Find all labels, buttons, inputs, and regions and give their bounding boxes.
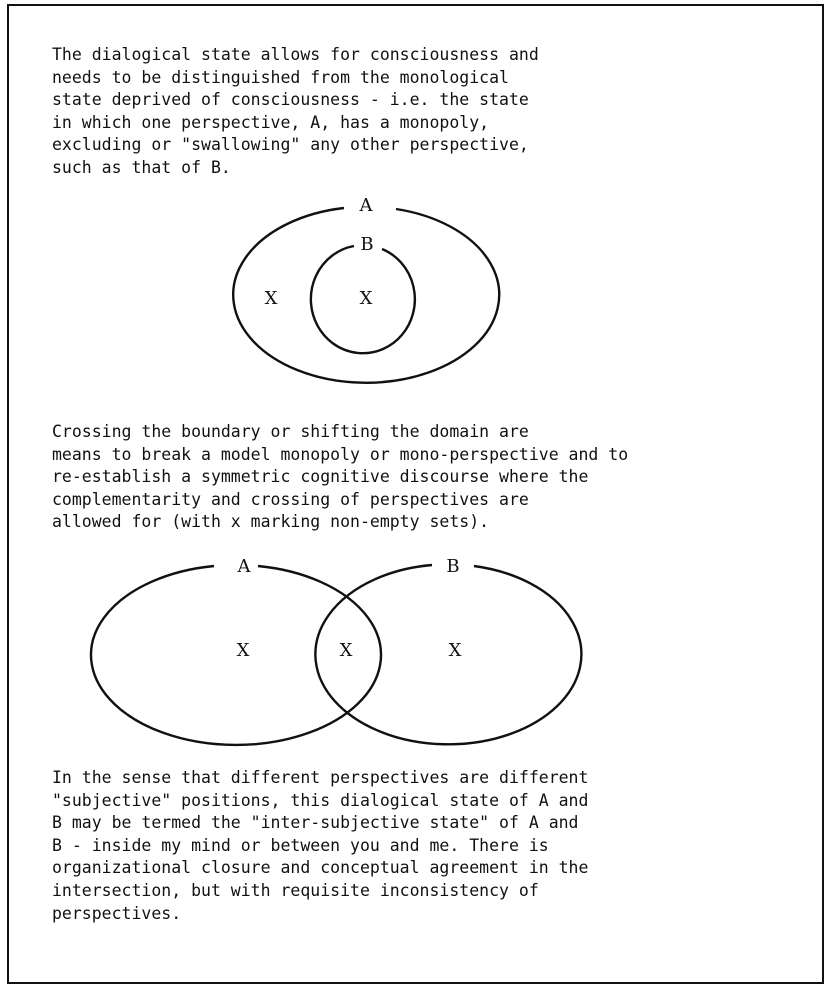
- set-a-label: A: [359, 195, 373, 216]
- text-line: re-establish a symmetric cognitive discourse where the: [52, 467, 589, 487]
- text-line: allowed for (with x marking non-empty sets).: [52, 512, 490, 532]
- text-line: needs to be distinguished from the monological: [52, 67, 509, 87]
- text-line: organizational closure and conceptual agreement in the: [52, 858, 589, 878]
- text-line: excluding or "swallowing" any other perspective,: [52, 135, 529, 155]
- inner-set-mark: X: [359, 288, 373, 309]
- set-a-label: A: [237, 556, 251, 577]
- text-line: perspectives.: [52, 903, 182, 923]
- text-line: state deprived of consciousness - i.e. the state: [52, 90, 529, 110]
- set-b-label: B: [446, 556, 460, 577]
- text-line: in which one perspective, A, has a monopoly,: [52, 112, 490, 132]
- text-line: B - inside my mind or between you and me. There is: [52, 835, 549, 855]
- text-line: In the sense that different perspectives are different: [52, 768, 589, 787]
- text-line: B may be termed the "inter-subjective state" of A and: [52, 813, 579, 833]
- intersecting-sets-diagram: [0, 550, 828, 760]
- paragraph-intersubjective: [52, 767, 588, 925]
- text-line: Crossing the boundary or shifting the domain are: [52, 422, 529, 441]
- outer-set-mark: X: [264, 288, 278, 309]
- intersection-mark: X: [339, 640, 353, 661]
- text-line: such as that of B.: [52, 157, 231, 177]
- text-line: The dialogical state allows for consciousness and: [52, 45, 539, 64]
- nested-sets-diagram: [0, 185, 828, 415]
- text-line: intersection, but with requisite inconsistency of: [52, 880, 539, 900]
- paragraph-monological: [52, 44, 539, 180]
- right-region-mark: X: [448, 640, 462, 661]
- paragraph-crossing: [52, 421, 628, 534]
- text-line: means to break a model monopoly or mono-perspective and to: [52, 444, 629, 464]
- set-b-label: B: [360, 234, 374, 255]
- text-line: complementarity and crossing of perspectives are: [52, 489, 529, 509]
- left-region-mark: X: [236, 640, 250, 661]
- text-line: "subjective" positions, this dialogical state of A and: [52, 790, 589, 810]
